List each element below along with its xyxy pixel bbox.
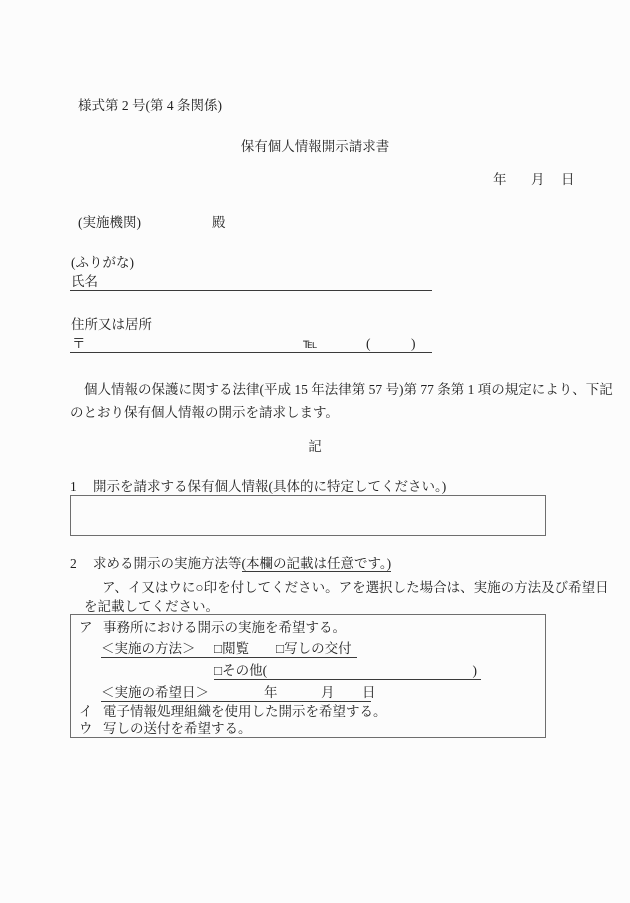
name-input-line[interactable]: [70, 272, 432, 291]
option-a-key[interactable]: ア: [79, 620, 93, 635]
date-month-label: 月: [531, 172, 545, 187]
desired-date-year-label: 年: [264, 685, 278, 700]
option-u-key[interactable]: ウ: [79, 721, 93, 736]
option-i-text: 電子情報処理組織を使用した開示を希望する。: [103, 704, 387, 719]
other-option-label: その他(: [222, 663, 268, 678]
view-option-label: 閲覧: [222, 641, 250, 656]
page-title: 保有個人情報開示請求書: [240, 139, 390, 154]
address-input-line[interactable]: [70, 334, 432, 353]
other-checkbox-icon[interactable]: □: [214, 663, 223, 678]
ki-heading: 記: [308, 439, 322, 454]
item1-entry-box[interactable]: [70, 495, 546, 536]
name-label: 氏名: [71, 274, 98, 289]
item2-label: 求める開示の実施方法等: [93, 556, 242, 571]
method-option-other: [214, 662, 267, 679]
item1-label: 開示を請求する保有個人情報(具体的に特定してください。): [93, 479, 447, 494]
copy-option-label: 写しの交付: [284, 641, 352, 656]
other-option-close-paren: ): [472, 663, 477, 678]
date-day-label: 日: [561, 172, 575, 187]
desired-date-day-label: 日: [362, 685, 376, 700]
desired-date-fill-line[interactable]: [101, 684, 376, 702]
item2-note-line2: を記載してください。: [84, 599, 219, 614]
body-paragraph-line1: 個人情報の保護に関する法律(平成 15 年法律第 57 号)第 77 条第 1 項の規定により、下記: [84, 382, 613, 397]
method-option-copy: [276, 640, 352, 657]
item1-number: 1: [70, 479, 77, 494]
tel-area-code-parens[interactable]: ( ): [366, 336, 416, 351]
item2-number: 2: [70, 556, 77, 571]
address-label: 住所又は居所: [71, 317, 152, 332]
option-i-key[interactable]: イ: [79, 704, 93, 719]
date-year-label: 年: [493, 172, 507, 187]
tel-mark-icon: ℡: [303, 336, 318, 351]
other-option-fill-line[interactable]: [214, 662, 481, 680]
form-number: 様式第 2 号(第 4 条関係): [78, 98, 222, 113]
item2-label-line: [93, 555, 391, 572]
view-checkbox-icon[interactable]: □: [214, 641, 223, 656]
option-u-text: 写しの送付を希望する。: [103, 721, 252, 736]
recipient-org-label: (実施機関): [78, 215, 141, 230]
recipient-honorific: 殿: [212, 215, 226, 230]
postal-mark-icon: 〒: [72, 336, 86, 351]
method-option-view: [214, 640, 249, 657]
option-a-text: 事務所における開示の実施を希望する。: [103, 620, 346, 635]
desired-date-label: ＜実施の希望日＞: [101, 685, 209, 700]
body-paragraph-line2: のとおり保有個人情報の開示を請求します。: [70, 405, 339, 420]
method-label: ＜実施の方法＞: [101, 641, 196, 656]
copy-checkbox-icon[interactable]: □: [276, 641, 285, 656]
item2-note-line1: ア、イ又はウに○印を付してください。アを選択した場合は、実施の方法及び希望日: [102, 580, 609, 595]
item2-options-box: [70, 614, 546, 738]
item2-label-underlined: (本欄の記載は任意です。): [241, 556, 392, 571]
method-fill-line: [101, 640, 357, 658]
desired-date-month-label: 月: [321, 685, 335, 700]
furigana-label: (ふりがな): [71, 255, 134, 270]
